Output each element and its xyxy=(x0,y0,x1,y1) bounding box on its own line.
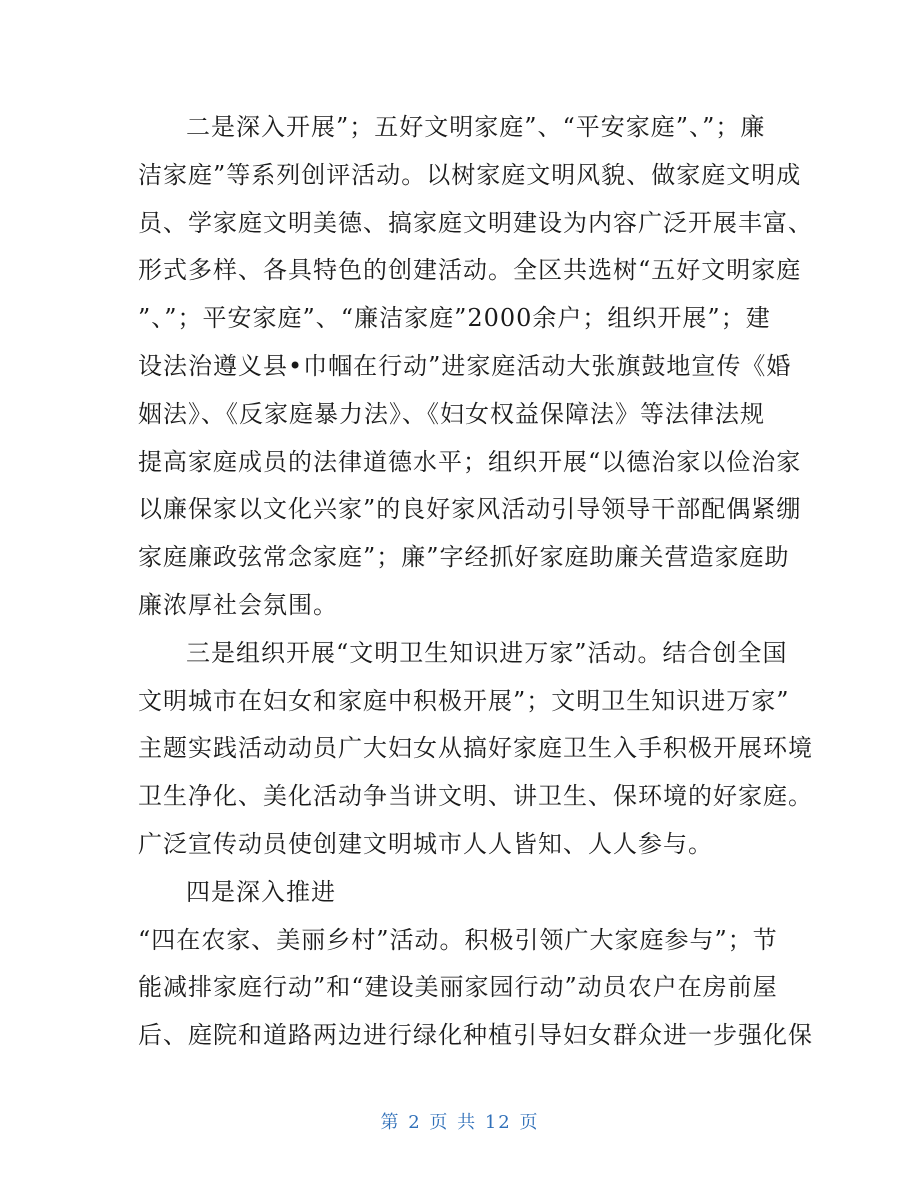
text-line: 能减排家庭行动”和“建设美丽家园行动”动员农户在房前屋 xyxy=(138,973,778,1002)
text-line: ”、”；平安家庭”、“廉洁家庭”2000余户；组织开展”；建 xyxy=(138,304,771,333)
text-line: 设法治遵义县•巾帼在行动”进家庭活动大张旗鼓地宣传《婚 xyxy=(138,351,792,380)
text-line: 廉浓厚社会氛围。 xyxy=(138,590,338,619)
text-line: 形式多样、各具特色的创建活动。全区共选树“五好文明家庭 xyxy=(138,256,802,285)
text-line: 二是深入开展”；五好文明家庭”、“平安家庭”、”；廉 xyxy=(186,113,766,141)
text-line: 四是深入推进 xyxy=(186,877,336,906)
page-number-footer: 第 2 页 共 12 页 xyxy=(380,1112,540,1133)
document-body xyxy=(138,104,813,1060)
text-line: 卫生净化、美化活动争当讲文明、讲卫生、保环境的好家庭。 xyxy=(138,782,813,811)
text-line: 广泛宣传动员使创建文明城市人人皆知、人人参与。 xyxy=(138,829,713,858)
text-line: “四在农家、美丽乡村”活动。积极引领广大家庭参与”；节 xyxy=(138,925,778,954)
text-line: 三是组织开展“文明卫生知识进万家”活动。结合创全国 xyxy=(186,638,788,667)
text-line: 文明城市在妇女和家庭中积极开展”；文明卫生知识进万家” xyxy=(138,686,790,715)
text-line: 员、学家庭文明美德、搞家庭文明建设为内容广泛开展丰富、 xyxy=(138,208,813,237)
text-line: 以廉保家以文化兴家”的良好家风活动引导领导干部配偶紧绷 xyxy=(138,495,802,524)
text-line: 提高家庭成员的法律道德水平；组织开展“以德治家以俭治家 xyxy=(138,447,802,476)
text-line: 主题实践活动动员广大妇女从搞好家庭卫生入手积极开展环境 xyxy=(138,734,813,763)
text-line: 洁家庭”等系列创评活动。以树家庭文明风貌、做家庭文明成 xyxy=(138,160,802,189)
text-line: 家庭廉政弦常念家庭”；廉”字经抓好家庭助廉关营造家庭助 xyxy=(138,543,790,572)
text-line: 姻法》、《反家庭暴力法》、《妇女权益保障法》等法律法规 xyxy=(138,399,765,428)
text-line: 后、庭院和道路两边进行绿化种植引导妇女群众进一步强化保 xyxy=(138,1021,813,1050)
